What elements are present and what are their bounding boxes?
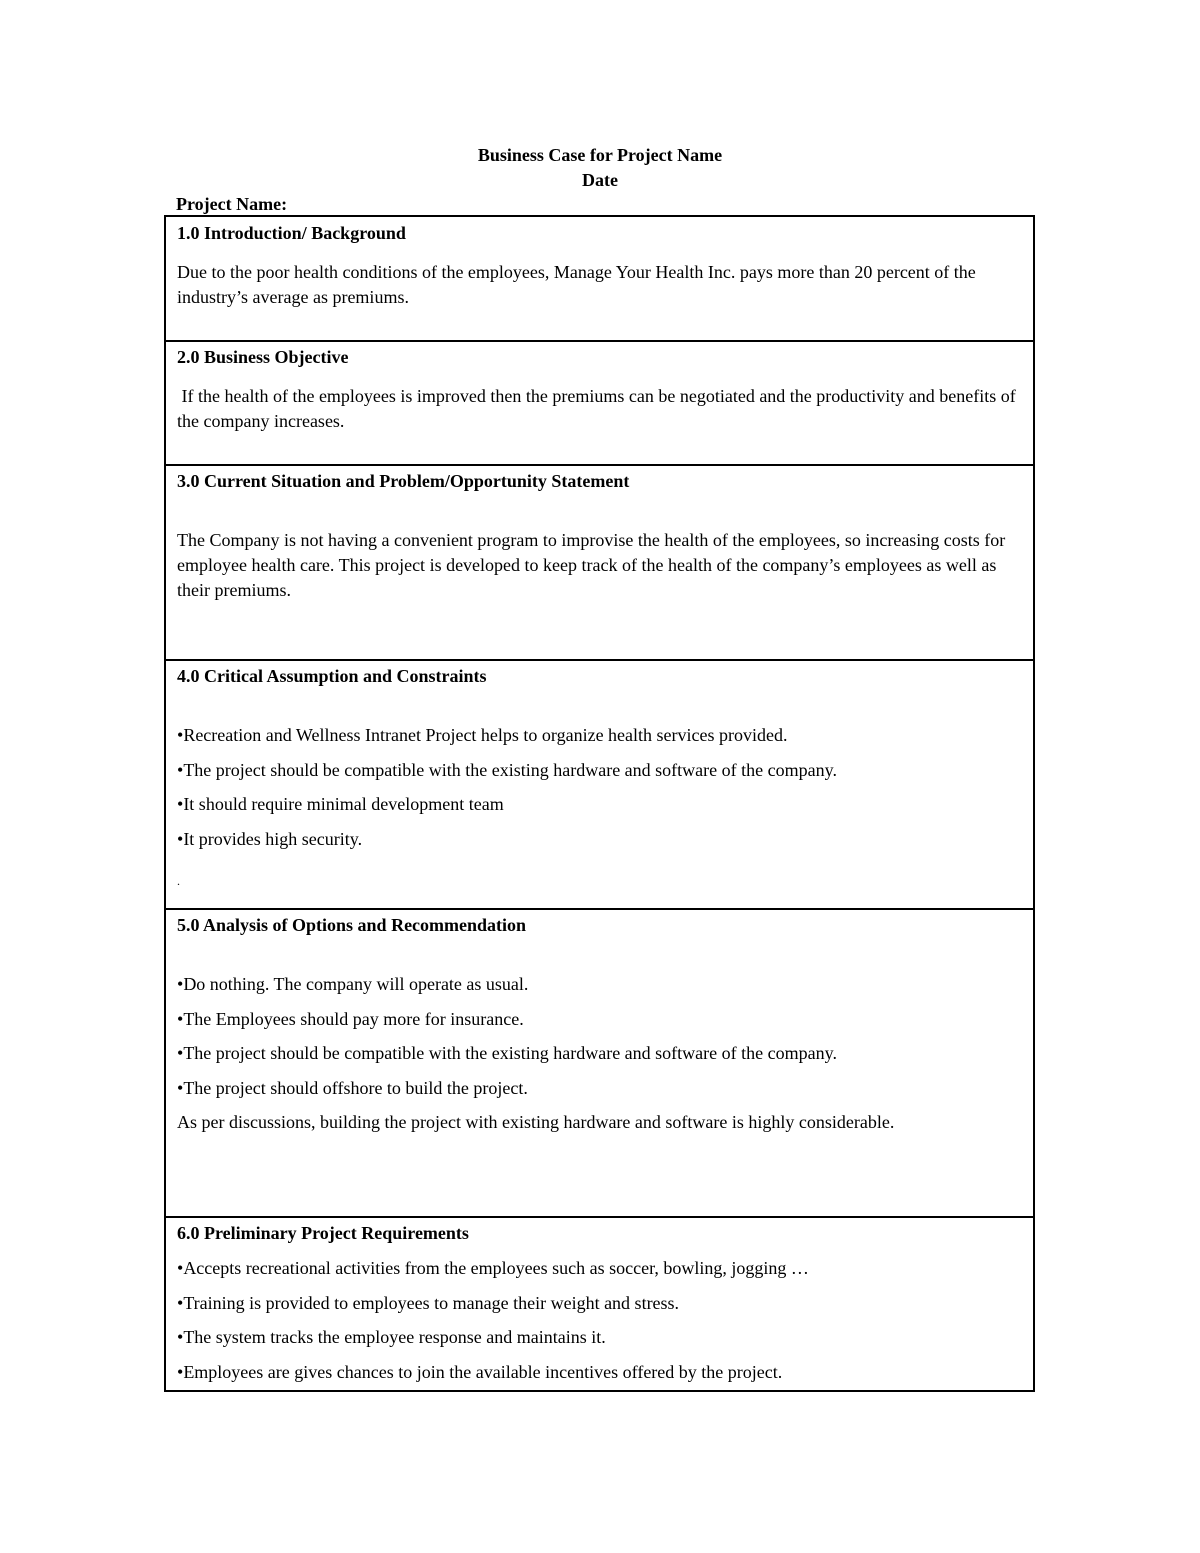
- list-item: • It should require minimal development team: [177, 792, 1021, 827]
- list-item: • The system tracks the employee response and maintains it.: [177, 1325, 1021, 1360]
- section-options-recommendation: [164, 909, 1035, 1218]
- bullet-list: [177, 1256, 1021, 1394]
- section-business-objective: [164, 341, 1035, 466]
- recommendation-text: As per discussions, building the project with existing hardware and software is highly considerable.: [177, 1112, 895, 1132]
- section-title: 4.0 Critical Assumption and Constraints: [177, 666, 487, 686]
- section-preliminary-requirements: [164, 1217, 1035, 1392]
- section-current-situation: [164, 465, 1035, 661]
- list-item: • It provides high security.: [177, 827, 1021, 862]
- document-date: Date: [582, 170, 618, 190]
- project-name-label: Project Name:: [176, 194, 288, 214]
- section-body: The Company is not having a convenient program to improvise the health of the employees, so increasing costs for employee health care. This project is developed to keep track of the health of the company’s employees as well as their premiums.: [177, 530, 1006, 600]
- bullet-list: [177, 972, 1021, 1110]
- list-item: • The project should be compatible with the existing hardware and software of the company.: [177, 758, 1021, 793]
- bullet-list: [177, 723, 1021, 861]
- list-item: • Recreation and Wellness Intranet Project helps to organize health services provided.: [177, 723, 1021, 758]
- section-title: 2.0 Business Objective: [177, 347, 349, 367]
- section-title: 5.0 Analysis of Options and Recommendation: [177, 915, 527, 935]
- list-item: • The project should offshore to build the project.: [177, 1076, 1021, 1111]
- section-title: 6.0 Preliminary Project Requirements: [177, 1223, 469, 1243]
- list-item: • Accepts recreational activities from the employees such as soccer, bowling, jogging …: [177, 1256, 1021, 1291]
- section-title: 1.0 Introduction/ Background: [177, 223, 406, 243]
- list-item: • Employees are gives chances to join the available incentives offered by the project.: [177, 1360, 1021, 1395]
- list-item: • The Employees should pay more for insurance.: [177, 1007, 1021, 1042]
- trailing-mark: .: [177, 874, 180, 888]
- section-body: If the health of the employees is improved then the premiums can be negotiated and the productivity and benefits of the company increases.: [177, 386, 1021, 431]
- section-assumptions-constraints: [164, 660, 1035, 910]
- section-title: 3.0 Current Situation and Problem/Opportunity Statement: [177, 471, 630, 491]
- list-item: • Training is provided to employees to manage their weight and stress.: [177, 1291, 1021, 1326]
- document-title: Business Case for Project Name: [477, 145, 723, 165]
- list-item: • Do nothing. The company will operate as usual.: [177, 972, 1021, 1007]
- section-introduction: [164, 215, 1035, 342]
- section-body: Due to the poor health conditions of the employees, Manage Your Health Inc. pays more than 20 percent of the industry’s average as premiums.: [177, 262, 976, 307]
- list-item: • The project should be compatible with the existing hardware and software of the company.: [177, 1041, 1021, 1076]
